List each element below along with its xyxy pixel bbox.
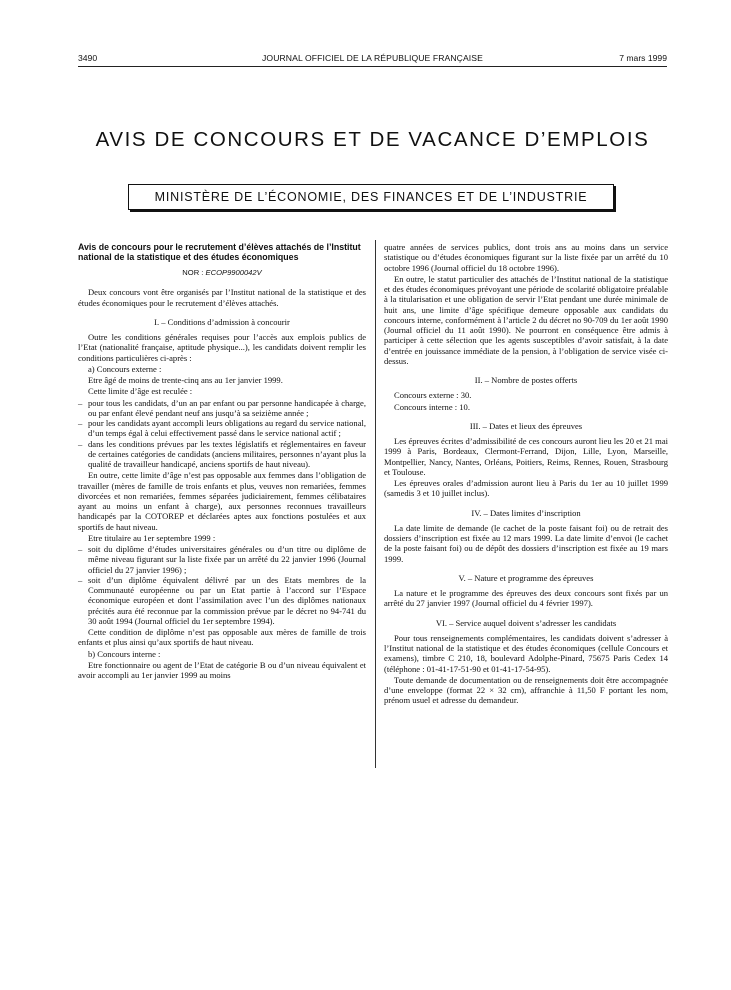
paragraph: Concours interne : 10.	[394, 401, 470, 412]
paragraph: quatre années de services publics, dont trois ans au moins dans un service statistique ou d’études économiques figurant sur la liste fixée par un arrêté du 10 octobre 1996 (Journal officiel du 18 octobre 1996).	[384, 242, 668, 273]
list-item: – pour les candidats ayant accompli leurs obligations au regard du service national, d’un temps égal à celui effectivement passé dans le service national actif ;	[78, 418, 366, 439]
section-heading-3: III. – Dates et lieux des épreuves	[469, 420, 583, 431]
list-item: – soit d’un diplôme équivalent délivré par un des Etats membres de la Communauté européenne ou par un Etat partie à l’accord sur l’Espace économique européen et dont l’assimilation avec l’un des diplômes nationaux précités aura été reconnue par la commission prévue par le décret no 94-741 du 30 août 1994 (Journal officiel du 1er septembre 1994).	[78, 575, 366, 626]
journal-title: JOURNAL OFFICIEL DE LA RÉPUBLIQUE FRANÇAISE	[262, 53, 483, 63]
paragraph: Etre titulaire au 1er septembre 1999 :	[88, 532, 216, 543]
intro-paragraph: Deux concours vont être organisés par l’Institut national de la statistique et des études économiques pour le recrutement d’élèves attachés.	[78, 287, 366, 308]
nor-value: ECOP9900042V	[205, 268, 262, 277]
list-item: – dans les conditions prévues par les textes législatifs et réglementaires en faveur de certaines catégories de candidats (anciens militaires, personnes n’ayant plus la qualité de travailleur handicapé, anciens sportifs de haut niveau).	[78, 439, 366, 470]
paragraph: Cette limite d’âge est reculée :	[88, 386, 193, 397]
age-exemption-list	[78, 398, 366, 470]
nor-label: NOR :	[182, 268, 204, 277]
diploma-list	[78, 544, 366, 626]
list-item: – pour tous les candidats, d’un an par enfant ou par personne handicapée à charge, ou par enfant élevé pendant neuf ans jusqu’à sa seizième année ;	[78, 398, 366, 419]
paragraph: Les épreuves écrites d’admissibilité de ces concours auront lieu les 20 et 21 mai 1999 à Paris, Bordeaux, Clermont-Ferrand, Dijon, Lille, Lyon, Marseille, Montpellier, Nancy, Nantes, Orléans, Poitiers, Reims, Rennes, Rouen, Strasbourg et Toulouse.	[384, 436, 668, 477]
section-heading-2: II. – Nombre de postes offerts	[474, 375, 578, 385]
section-heading-4: IV. – Dates limites d’inscription	[471, 507, 581, 518]
paragraph: Cette condition de diplôme n’est pas opposable aux mères de famille de trois enfants et plus ainsi qu’aux sportifs de haut niveau.	[78, 627, 366, 648]
subheading-internal: b) Concours interne :	[88, 648, 161, 659]
section-heading-6: VI. – Service auquel doivent s’adresser les candidats	[435, 617, 617, 628]
issue-date: 7 mars 1999	[619, 53, 667, 63]
page-title: AVIS DE CONCOURS ET DE VACANCE D’EMPLOIS	[95, 128, 650, 151]
paragraph: En outre, cette limite d’âge n’est pas opposable aux femmes dans l’obligation de travailler (mères de famille de trois enfants et plus, veuves non remariées, femmes divorcées et non remariées, femmes séparées judiciairement, femmes célibataires ayant au moins un enfant à charge), aux personnes reconnues travailleurs handicapés par la COTOREP et déclarées aptes aux fonctions postulées et aux sportifs de haut niveau.	[78, 470, 366, 532]
subheading-external: a) Concours externe :	[88, 363, 162, 374]
paragraph: En outre, le statut particulier des attachés de l’Institut national de la statistique et des études économiques prévoyant une période de scolarité obligatoire préalable à la titularisation et une obligation de servir l’Etat pendant une durée minimale de huit ans, une limite d’âge spécifique demeure opposable aux candidats du concours interne, conformément à l’article 2 du décret no 90-709 du 1er août 1990 (Journal officiel du 11 août 1990). Ne pourront en conséquence être admis à participer à cette sélection que les agents susceptibles d’avoir satisfait, à la date d’entrée en jouissance immédiate de la pension, à l’obligation de service visée ci-dessus.	[384, 273, 668, 366]
paragraph: Etre fonctionnaire ou agent de l’Etat de catégorie B ou d’un niveau équivalent et avoir accompli au 1er janvier 1999 au moins	[78, 659, 366, 680]
list-item: – soit du diplôme d’études universitaires générales ou d’un titre ou diplôme de même niveau figurant sur la liste fixée par un arrêté du 22 janvier 1996 (Journal officiel du 27 janvier 1996) ;	[78, 544, 366, 575]
paragraph: Pour tous renseignements complémentaires, les candidats doivent s’adresser à l’Institut national de la statistique et des études économiques (cellule Concours et examens), timbre C 210, 18, boulevard Adolphe-Pinard, 75675 Paris Cedex 14 (téléphone : 01-41-17-51-90 et 01-41-17-54-95).	[384, 632, 668, 674]
left-column	[78, 242, 366, 681]
section-heading-1: I. – Conditions d’admission à concourir	[154, 316, 290, 327]
header-rule	[78, 66, 667, 67]
paragraph: Toute demande de documentation ou de renseignements doit être accompagnée d’une enveloppe (format 22 × 32 cm), affranchie à 11,50 F portant les nom, prénom usuel et adresse du demandeur.	[384, 674, 668, 706]
paragraph: La nature et le programme des épreuves des deux concours sont fixés par un arrêté du 27 janvier 1997 (Journal officiel du 4 février 1997).	[384, 588, 668, 609]
nor-reference	[78, 267, 366, 278]
right-column	[384, 242, 668, 707]
ministry-box: MINISTÈRE DE L’ÉCONOMIE, DES FINANCES ET DE L’INDUSTRIE	[128, 184, 614, 210]
paragraph: La date limite de demande (le cachet de la poste faisant foi) ou de retrait des dossiers d’inscription est fixée au 12 mars 1999. La date limite d’envoi (le cachet de la poste faisant foi) ou de dépôt des dossiers d’inscription est fixée au 19 mars 1999.	[384, 522, 668, 564]
section-heading-5: V. – Nature et programme des épreuves	[458, 572, 594, 583]
page-number: 3490	[78, 53, 98, 63]
paragraph: Les épreuves orales d’admission auront lieu à Paris du 1er au 10 juillet 1999 (samedis 3 et 10 juillet inclus).	[384, 478, 668, 499]
paragraph: Concours externe : 30.	[394, 390, 472, 401]
paragraph: Outre les conditions générales requises pour l’accès aux emplois publics de l’Etat (nationalité française, aptitude physique...), les candidats doivent remplir les conditions particulières ci-après :	[78, 332, 366, 363]
paragraph: Etre âgé de moins de trente-cinq ans au 1er janvier 1999.	[88, 375, 283, 385]
article-title: Avis de concours pour le recrutement d’élèves attachés de l’Institut national de la statistique et des études économiques	[78, 242, 361, 262]
column-divider	[375, 240, 376, 768]
